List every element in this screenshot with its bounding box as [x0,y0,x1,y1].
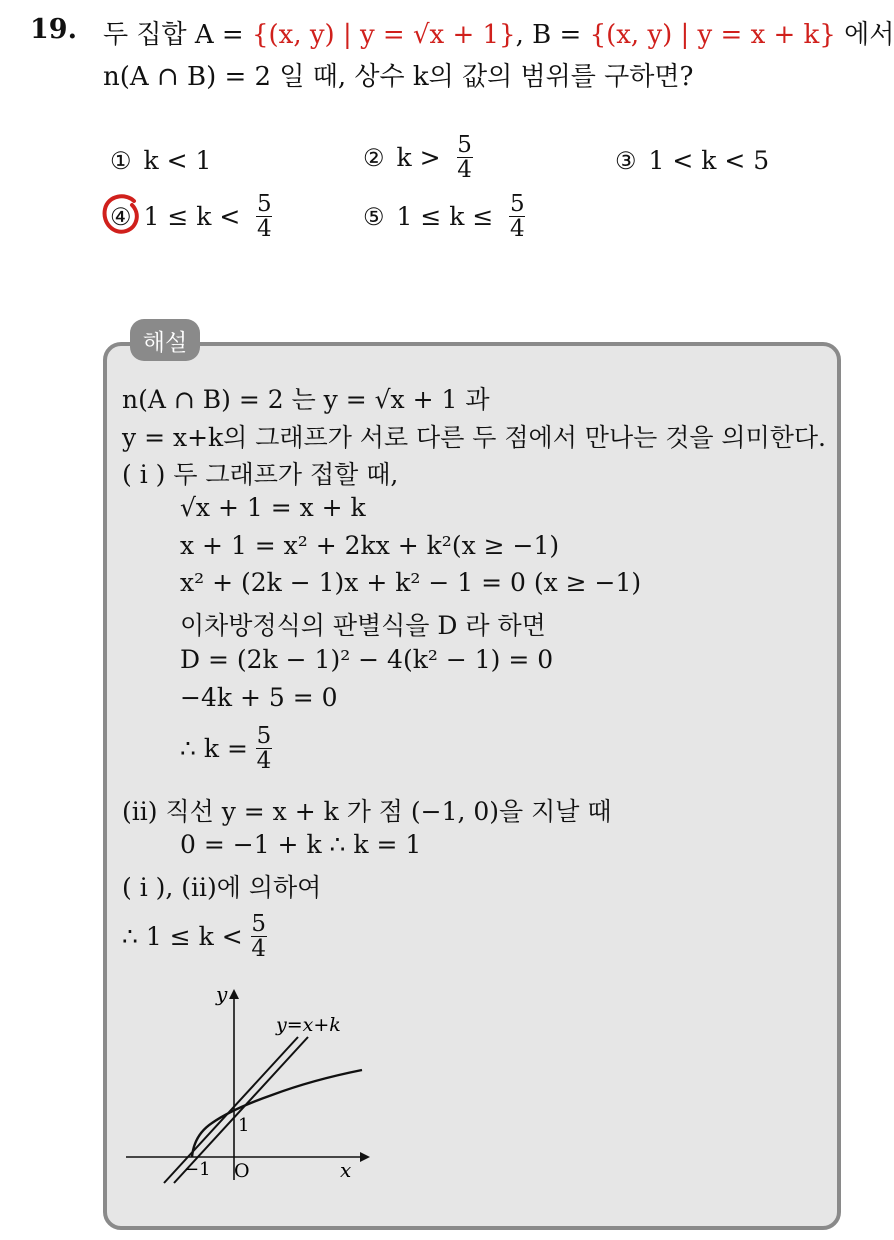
x-axis-arrow [360,1152,370,1162]
question-number: 19. [30,14,77,45]
option-1-marker: ① [110,146,132,175]
option-4-fraction [256,192,272,241]
k-result-1-text: ∴ k = [180,734,248,764]
option-3-marker: ③ [615,146,637,175]
option-1[interactable] [110,146,211,175]
option-5-numerator: 5 [509,191,525,217]
linear-equation: −4k + 5 = 0 [180,683,338,712]
option-4[interactable] [110,192,272,241]
option-2-marker: ② [363,143,385,172]
option-2-text: k > [396,143,441,173]
option-5-fraction [509,192,525,241]
tangent-equation: √x + 1 = x + k [180,493,366,522]
option-5-denominator: 4 [509,216,525,243]
question-text-b: , B = [515,20,590,50]
case-1-heading: ( i ) 두 그래프가 접할 때, [122,460,399,489]
line-label: y=x+k [276,1014,341,1036]
case-2-equation: 0 = −1 + k ∴ k = 1 [180,830,422,859]
solution-line-1: n(A ∩ B) = 2 는 y = √x + 1 과 [122,385,490,414]
squared-equation: x + 1 = x² + 2kx + k²(x ≥ −1) [180,531,560,560]
option-5[interactable] [363,192,525,241]
option-3[interactable] [615,146,769,175]
set-b-definition: {(x, y) | y = x + k} [589,20,836,50]
set-a-definition: {(x, y) | y = √x + 1} [251,20,516,50]
quadratic-equation: x² + (2k − 1)x + k² − 1 = 0 (x ≥ −1) [180,568,642,597]
discriminant-intro: 이차방정식의 판별식을 D 라 하면 [180,611,546,640]
option-4-text: 1 ≤ k < [143,202,241,232]
option-2[interactable] [363,133,473,182]
k-result-1-fraction [256,724,272,773]
question-line-2: n(A ∩ B) = 2 일 때, 상수 k의 값의 범위를 구하면? [103,62,694,92]
k-result-1-numerator: 5 [256,723,272,749]
option-4-numerator: 5 [256,191,272,217]
origin-label: O [234,1160,250,1182]
solution-graph [122,982,382,1185]
conclusion-intro: ( i ), (ii)에 의하여 [122,873,322,902]
final-answer-denominator: 4 [251,936,266,963]
sqrt-curve [192,1070,362,1157]
final-answer [122,912,267,961]
final-answer-text: ∴ 1 ≤ k < [122,922,243,952]
solution-tag: 해설 [130,319,200,361]
question-text-c: 에서 [835,20,894,50]
y-axis-label: y [216,982,228,1006]
final-answer-numerator: 5 [251,911,266,937]
option-5-text: 1 ≤ k ≤ [396,202,494,232]
option-2-denominator: 4 [457,157,472,184]
discriminant-equation: D = (2k − 1)² − 4(k² − 1) = 0 [180,645,554,674]
option-1-text: k < 1 [143,146,212,175]
case-2-heading: (ii) 직선 y = x + k 가 점 (−1, 0)을 지날 때 [122,797,612,826]
final-answer-fraction [251,912,267,961]
k-result-1 [180,724,272,773]
y-tick-label: 1 [238,1115,250,1136]
y-axis-arrow [229,989,239,999]
x-tick-label: −1 [184,1159,211,1180]
answer-circle-mark [100,191,146,239]
option-2-fraction [457,133,473,182]
solution-line-2: y = x+k의 그래프가 서로 다른 두 점에서 만나는 것을 의미한다. [122,423,826,452]
option-5-marker: ⑤ [363,202,385,231]
k-result-1-denominator: 4 [256,748,272,775]
option-4-marker: ④ [110,203,132,231]
option-2-numerator: 5 [457,132,472,158]
question-line-1 [103,14,894,51]
option-3-text: 1 < k < 5 [648,146,770,175]
question-text-a: 두 집합 A = [103,20,252,50]
x-axis-label: x [340,1158,352,1182]
option-4-denominator: 4 [256,216,272,243]
